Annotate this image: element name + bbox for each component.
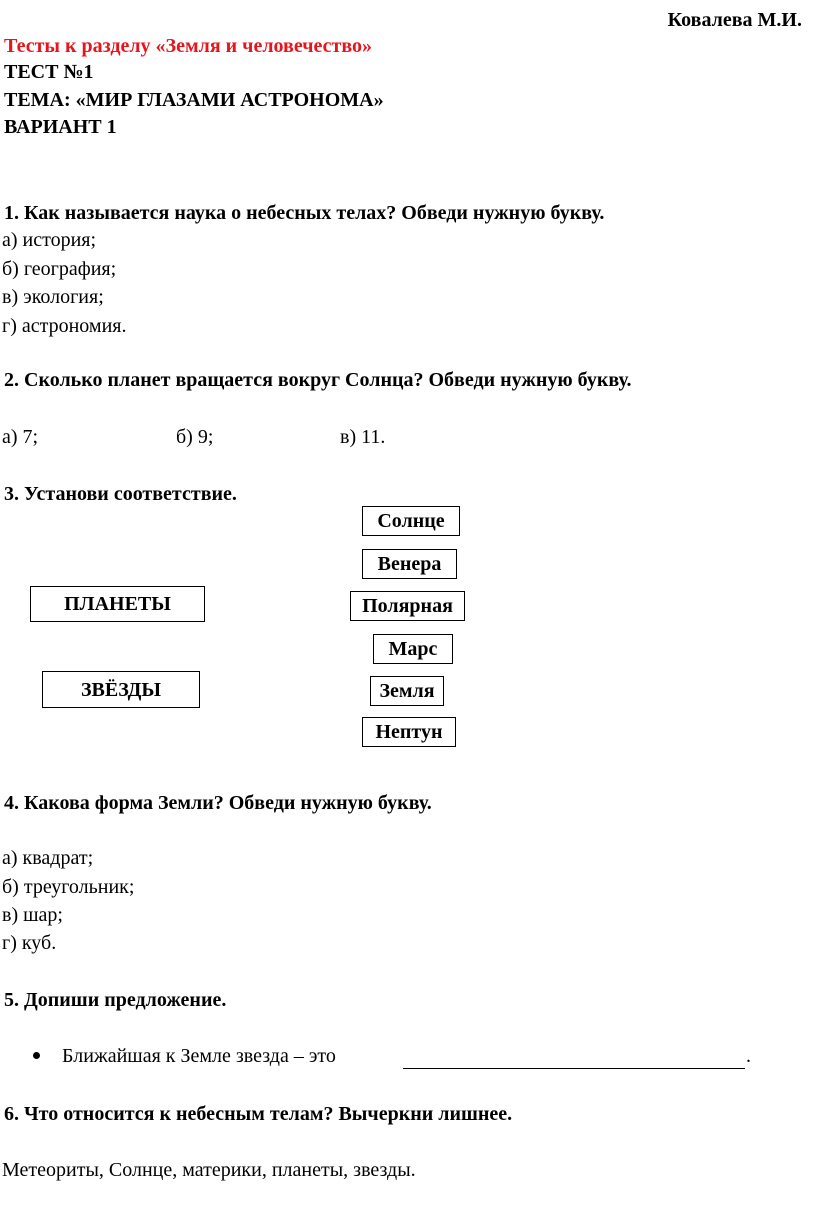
item-box-mars: Марс xyxy=(373,634,453,664)
q2-option-a: а) 7; xyxy=(2,426,39,448)
q1-option-c: в) экология; xyxy=(2,286,104,308)
category-box-stars: ЗВЁЗДЫ xyxy=(42,671,200,708)
question-4: 4. Какова форма Земли? Обведи нужную букву. xyxy=(4,792,432,814)
question-2: 2. Сколько планет вращается вокруг Солнца? Обведи нужную букву. xyxy=(4,369,632,391)
test-topic: ТЕМА: «МИР ГЛАЗАМИ АСТРОНОМА» xyxy=(4,89,384,111)
item-box-sun: Солнце xyxy=(362,506,460,536)
q4-option-b: б) треугольник; xyxy=(2,876,135,898)
q5-sentence: Ближайшая к Земле звезда – это xyxy=(62,1045,336,1067)
q5-sentence-end: . xyxy=(746,1045,751,1067)
question-5: 5. Допиши предложение. xyxy=(4,989,227,1011)
q4-option-c: в) шар; xyxy=(2,904,63,926)
test-variant: ВАРИАНТ 1 xyxy=(4,116,117,138)
answer-blank-line[interactable] xyxy=(403,1068,745,1069)
q4-option-a: а) квадрат; xyxy=(2,847,94,869)
question-6: 6. Что относится к небесным телам? Вычеркни лишнее. xyxy=(4,1103,513,1125)
q4-option-d: г) куб. xyxy=(2,932,57,954)
q2-option-c: в) 11. xyxy=(340,426,386,448)
q1-option-a: а) история; xyxy=(2,229,97,251)
q1-option-b: б) география; xyxy=(2,258,117,280)
q1-option-d: г) астрономия. xyxy=(2,315,127,337)
item-box-earth: Земля xyxy=(370,676,444,706)
item-box-neptune: Нептун xyxy=(362,717,456,747)
question-1: 1. Как называется наука о небесных телах? Обведи нужную букву. xyxy=(4,202,605,224)
section-title: Тесты к разделу «Земля и человечество» xyxy=(4,35,372,57)
bullet-icon xyxy=(33,1052,40,1059)
q2-option-b: б) 9; xyxy=(176,426,214,448)
test-number: ТЕСТ №1 xyxy=(4,61,94,83)
item-box-polaris: Полярная xyxy=(350,591,465,621)
question-3: 3. Установи соответствие. xyxy=(4,483,237,505)
q6-word-list: Метеориты, Солнце, материки, планеты, звезды. xyxy=(2,1159,416,1181)
item-box-venus: Венера xyxy=(362,549,457,579)
category-box-planets: ПЛАНЕТЫ xyxy=(30,586,205,622)
author-name: Ковалева М.И. xyxy=(667,9,802,31)
